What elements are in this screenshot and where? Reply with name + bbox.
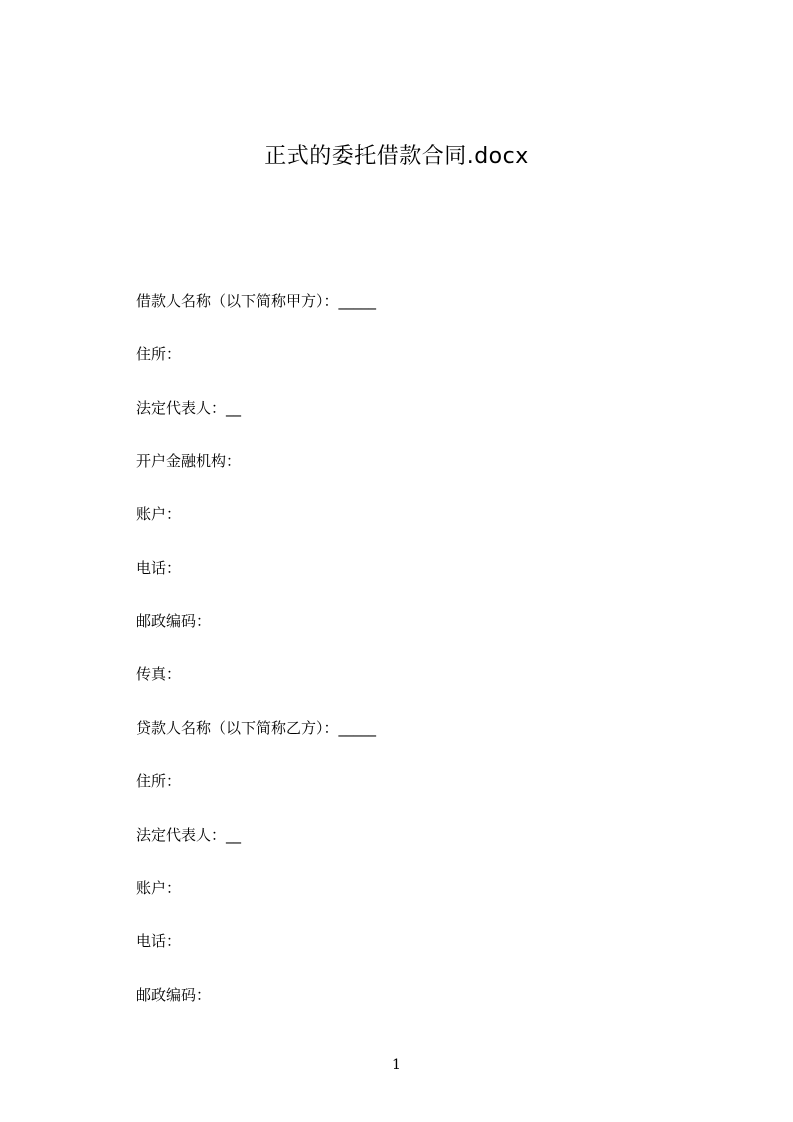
document-title: 正式的委托借款合同.docx: [264, 144, 529, 169]
lender-account-line: 账户：: [136, 879, 182, 897]
lender-legal-rep-line: 法定代表人：__: [136, 826, 242, 844]
borrower-postal-code-line: 邮政编码：: [136, 612, 212, 630]
borrower-fax-line: 传真：: [136, 665, 182, 683]
lender-name-line: 贷款人名称（以下简称乙方）：_____: [136, 719, 377, 737]
lender-address-line: 住所：: [136, 772, 182, 790]
page-number: 1: [392, 1057, 401, 1073]
lender-postal-code-line: 邮政编码：: [136, 986, 212, 1004]
borrower-phone-line: 电话：: [136, 559, 182, 577]
borrower-name-line: 借款人名称（以下简称甲方）：_____: [136, 292, 377, 310]
borrower-bank-line: 开户金融机构：: [136, 452, 242, 470]
borrower-address-line: 住所：: [136, 345, 182, 363]
borrower-account-line: 账户：: [136, 505, 182, 523]
borrower-legal-rep-line: 法定代表人：__: [136, 399, 242, 417]
lender-phone-line: 电话：: [136, 932, 182, 950]
